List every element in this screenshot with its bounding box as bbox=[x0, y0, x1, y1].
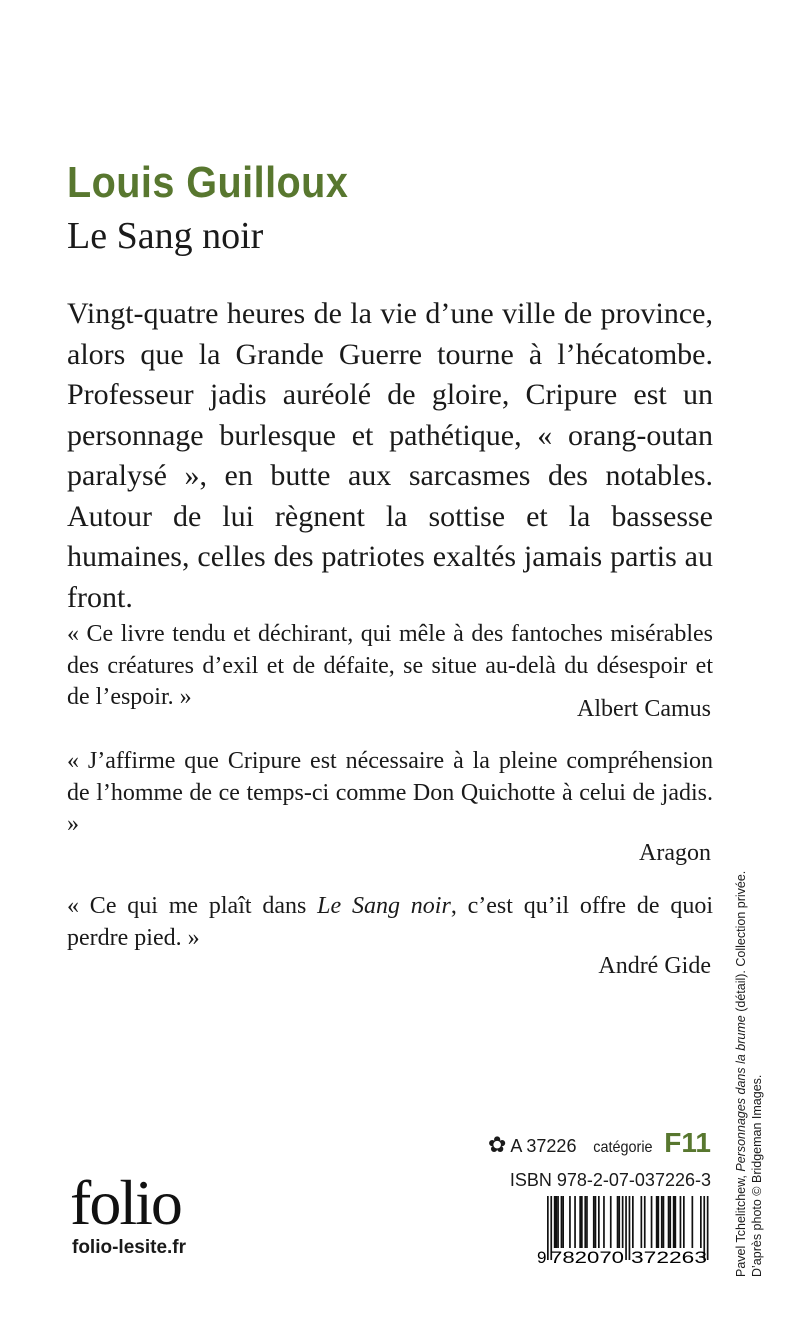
barcode-bar bbox=[625, 1196, 627, 1260]
barcode-bar bbox=[651, 1196, 653, 1248]
barcode-bar bbox=[598, 1196, 600, 1248]
barcode-bar bbox=[707, 1196, 709, 1260]
category-label: catégorie bbox=[593, 1139, 654, 1156]
barcode-bar bbox=[669, 1196, 671, 1248]
quote-camus-author: Albert Camus bbox=[577, 696, 711, 722]
barcode-bar bbox=[584, 1196, 586, 1248]
barcode-bar bbox=[603, 1196, 605, 1248]
barcode bbox=[537, 1196, 713, 1266]
barcode-right-digits: 372263 bbox=[631, 1248, 707, 1266]
barcode-bar bbox=[547, 1196, 549, 1260]
quote-gide-author: André Gide bbox=[598, 953, 711, 979]
barcode-bar bbox=[641, 1196, 643, 1248]
quote-aragon: « J’affirme que Cripure est nécessaire à la pleine compréhension de l’homme de ce temps-ci comme Don Quichotte à celui de jadis. » bbox=[67, 748, 713, 837]
barcode-bar bbox=[593, 1196, 595, 1248]
barcode-bar bbox=[579, 1196, 581, 1248]
quote-gide-before: « Ce qui me plaît dans bbox=[67, 893, 318, 919]
barcode-bar bbox=[656, 1196, 658, 1248]
barcode-bar bbox=[561, 1196, 563, 1248]
credit-line-1-prefix: Pavel Tchelitchew, bbox=[734, 1171, 748, 1277]
barcode-lead-digit: 9 bbox=[537, 1248, 547, 1266]
flower-icon: ✿ bbox=[487, 1132, 507, 1157]
barcode-bar bbox=[680, 1196, 682, 1248]
credit-line-1-italic: Personnages dans la brume bbox=[734, 1015, 748, 1172]
barcode-bar bbox=[617, 1196, 619, 1248]
quote-camus: « Ce livre tendu et déchirant, qui mêle à des fantoches misérables des créatures d’exil et de défaite, se situe au-delà du désespoir et de l’espoir. » bbox=[67, 621, 713, 710]
book-blurb: Vingt-quatre heures de la vie d’une ville de province, alors que la Grande Guerre tourne à l’hécatombe. Professeur jadis auréolé de gloire, Cripure est un personnage burlesque et pathétique, « orang-outan paralysé », en butte aux sarcasmes des notables. Autour de lui règnent la sottise et la bassesse humaines, celles des patriotes exaltés jamais partis au front. bbox=[67, 297, 713, 614]
barcode-bar bbox=[632, 1196, 634, 1248]
category-value: F11 bbox=[664, 1127, 711, 1158]
quote-aragon-author: Aragon bbox=[639, 840, 711, 866]
publisher-code: A 37226 bbox=[510, 1136, 577, 1156]
barcode-bar bbox=[556, 1196, 558, 1248]
barcode-bar bbox=[618, 1196, 620, 1248]
barcode-bar bbox=[586, 1196, 588, 1248]
barcode-bar bbox=[668, 1196, 670, 1248]
barcode-bar bbox=[622, 1196, 624, 1248]
barcode-bar bbox=[683, 1196, 685, 1248]
book-title: Le Sang noir bbox=[67, 215, 264, 257]
quote-gide-title: Le Sang noir bbox=[317, 893, 451, 919]
quote-gide-after: , c’est qu’il offre de quoi perdre pied. » bbox=[67, 893, 714, 951]
barcode-bar bbox=[675, 1196, 677, 1248]
quote-gide bbox=[67, 891, 713, 954]
publisher-codes bbox=[488, 1127, 711, 1161]
barcode-bar bbox=[644, 1196, 646, 1248]
publisher-site: folio-lesite.fr bbox=[72, 1237, 187, 1258]
barcode-bar bbox=[610, 1196, 612, 1248]
author-name: Louis Guilloux bbox=[67, 158, 349, 207]
barcode-bar bbox=[658, 1196, 660, 1248]
barcode-bar bbox=[581, 1196, 583, 1248]
credit-line-1-suffix: (détail). Collection privée. bbox=[734, 870, 748, 1016]
barcode-bar bbox=[595, 1196, 597, 1248]
barcode-left-digits: 782070 bbox=[550, 1248, 624, 1266]
folio-logo: folio bbox=[70, 1167, 181, 1238]
barcode-bar bbox=[692, 1196, 694, 1248]
image-credit bbox=[733, 871, 765, 1277]
barcode-bar bbox=[557, 1196, 559, 1248]
barcode-bar bbox=[562, 1196, 564, 1248]
barcode-bar bbox=[700, 1196, 702, 1248]
barcode-bar bbox=[569, 1196, 571, 1248]
barcode-bar bbox=[661, 1196, 663, 1248]
barcode-bar bbox=[574, 1196, 576, 1248]
credit-line-1 bbox=[733, 871, 749, 1277]
barcode-bar bbox=[673, 1196, 675, 1248]
credit-line-2: D’après photo © Bridgeman Images. bbox=[750, 1074, 764, 1277]
barcode-bar bbox=[554, 1196, 556, 1248]
isbn: ISBN 978-2-07-037226-3 bbox=[509, 1170, 711, 1190]
barcode-bar bbox=[663, 1196, 665, 1248]
